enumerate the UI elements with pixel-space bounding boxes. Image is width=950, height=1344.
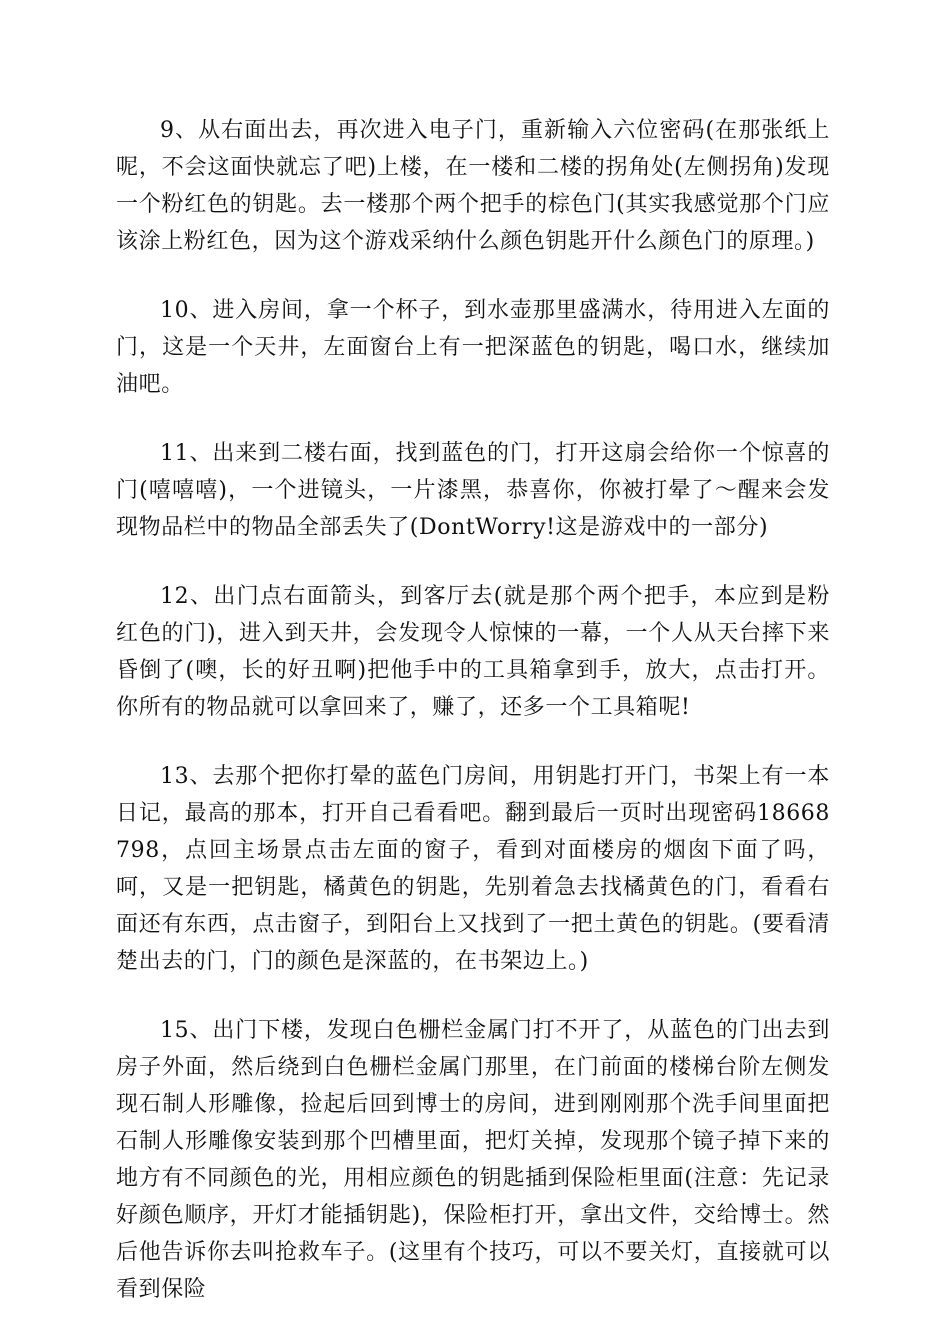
paragraph-step-9: 9、从右面出去，再次进入电子门，重新输入六位密码(在那张纸上呢，不会这面快就忘了吧)上楼，在一楼和二楼的拐角处(左侧拐角)发现一个粉红色的钥匙。去一楼那个两个把手的棕色门(其实我感觉那个门应该涂上粉红色，因为这个游戏采纳什么颜色钥匙开什么颜色门的原理。) (116, 118, 830, 254)
paragraph-step-10: 10、进入房间，拿一个杯子，到水壶那里盛满水，待用进入左面的门，这是一个天井，左面窗台上有一把深蓝色的钥匙，喝口水，继续加油吧。 (116, 298, 830, 397)
paragraph-step-12: 12、出门点右面箭头，到客厅去(就是那个两个把手，本应到是粉红色的门)，进入到天井，会发现令人惊悚的一幕，一个人从天台摔下来昏倒了(噢，长的好丑啊)把他手中的工具箱拿到手，放大，点击打开。你所有的物品就可以拿回来了，赚了，还多一个工具箱呢! (116, 584, 830, 720)
paragraph-step-11: 11、出来到二楼右面，找到蓝色的门，打开这扇会给你一个惊喜的门(嘻嘻嘻)，一个进镜头，一片漆黑，恭喜你，你被打晕了～醒来会发现物品栏中的物品全部丢失了(DontWorry!这是游戏中的一部分) (116, 441, 830, 540)
paragraph-step-15: 15、出门下楼，发现白色栅栏金属门打不开了，从蓝色的门出去到房子外面，然后绕到白色栅栏金属门那里，在门前面的楼梯台阶左侧发现石制人形雕像，捡起后回到博士的房间，进到刚刚那个洗手间里面把石制人形雕像安装到那个凹槽里面，把灯关掉，发现那个镜子掉下来的地方有不同颜色的光，用相应颜色的钥匙插到保险柜里面(注意：先记录好颜色顺序，开灯才能插钥匙)，保险柜打开，拿出文件，交给博士。然后他告诉你去叫抢救车子。(这里有个技巧，可以不要关灯，直接就可以看到保险 (116, 1018, 830, 1302)
paragraph-step-13: 13、去那个把你打晕的蓝色门房间，用钥匙打开门，书架上有一本日记，最高的那本，打开自己看看吧。翻到最后一页时出现密码18668798，点回主场景点击左面的窗子，看到对面楼房的烟囱下面了吗，呵，又是一把钥匙，橘黄色的钥匙，先别着急去找橘黄色的门，看看右面还有东西，点击窗子，到阳台上又找到了一把土黄色的钥匙。(要看清楚出去的门，门的颜色是深蓝的，在书架边上。) (116, 764, 830, 974)
document-body (116, 112, 830, 1308)
